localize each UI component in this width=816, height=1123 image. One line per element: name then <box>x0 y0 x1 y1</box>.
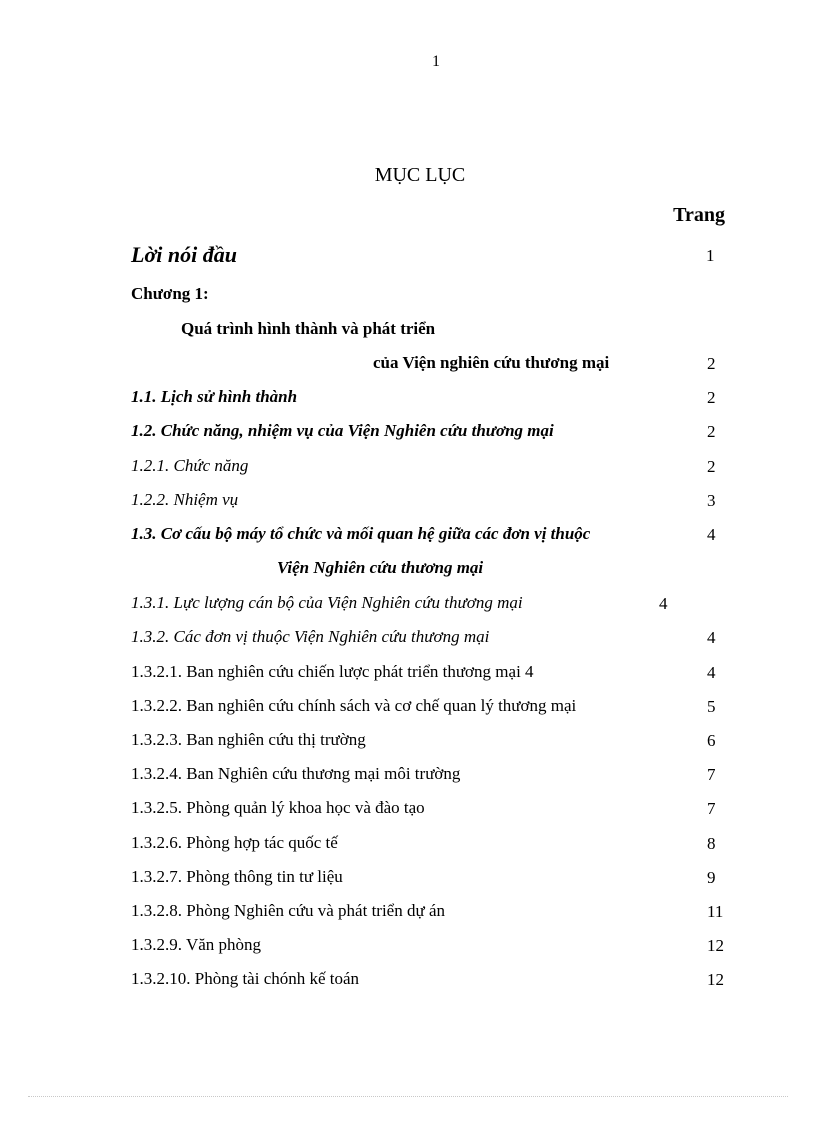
toc-page-1-3-2-10: 12 <box>707 970 724 989</box>
toc-entry-chapter-1: Chương 1: <box>131 284 209 303</box>
toc-entry-1-2-2: 1.2.2. Nhiệm vụ <box>131 490 239 509</box>
toc-page-1-2: 2 <box>707 422 716 441</box>
toc-page-chapter-1: 2 <box>707 354 716 373</box>
toc-page-1-3-2-1: 4 <box>707 663 716 682</box>
page-number: 1 <box>432 53 440 70</box>
toc-entry-1-3-2-3: 1.3.2.3. Ban nghiên cứu thị trường <box>131 730 366 749</box>
toc-entry-1-3-2-2: 1.3.2.2. Ban nghiên cứu chính sách và cơ chế quan lý thương mại <box>131 696 577 715</box>
toc-page-1-3-2-8: 11 <box>707 902 724 921</box>
toc-page-1-3-2-2: 5 <box>707 697 716 716</box>
toc-entry-1-2: 1.2. Chức năng, nhiệm vụ của Viện Nghiên cứu thương mại <box>131 421 554 440</box>
toc-entry-1-3-1: 1.3.1. Lực lượng cán bộ của Viện Nghiên cứu thương mại <box>131 593 523 612</box>
toc-page-1-2-2: 3 <box>707 491 716 510</box>
toc-entry-1-3-2-10: 1.3.2.10. Phòng tài chónh kế toán <box>131 969 360 988</box>
toc-page-1-3-2-7: 9 <box>707 868 716 887</box>
toc-page-1-3-2-3: 6 <box>707 731 716 750</box>
toc-entry-1-3-2-1: 1.3.2.1. Ban nghiên cứu chiến lược phát triển thương mại 4 <box>131 662 534 681</box>
page-column-header: Trang <box>673 204 725 226</box>
toc-entry-chapter-1-title-line1: Quá trình hình thành và phát triển <box>181 319 436 338</box>
toc-page-1-3-2-9: 12 <box>707 936 724 955</box>
toc-entry-1-3-2-6: 1.3.2.6. Phòng hợp tác quốc tế <box>131 833 338 852</box>
toc-entry-1-3-2: 1.3.2. Các đơn vị thuộc Viện Nghiên cứu thương mại <box>131 627 490 646</box>
toc-entry-1-3: 1.3. Cơ cấu bộ máy tổ chức và mối quan hệ giữa các đơn vị thuộc <box>131 524 591 543</box>
toc-entry-1-3-2-9: 1.3.2.9. Văn phòng <box>131 935 262 954</box>
toc-page-1-3-2-6: 8 <box>707 834 716 853</box>
toc-page-preface: 1 <box>706 246 715 265</box>
toc-page-1-3-2-4: 7 <box>707 765 716 784</box>
toc-page-1-3-1: 4 <box>659 594 668 613</box>
toc-entry-1-1: 1.1. Lịch sử hình thành <box>131 387 298 406</box>
toc-page-1-3: 4 <box>707 525 716 544</box>
toc-entry-1-3-2-8: 1.3.2.8. Phòng Nghiên cứu và phát triển dự án <box>131 901 445 920</box>
page-bottom-divider <box>28 1096 788 1097</box>
toc-page-1-1: 2 <box>707 388 716 407</box>
toc-entry-1-3-2-4: 1.3.2.4. Ban Nghiên cứu thương mại môi trường <box>131 764 461 783</box>
toc-entry-chapter-1-title-line2: của Viện nghiên cứu thương mại <box>373 353 610 372</box>
toc-page-1-3-2: 4 <box>707 628 716 647</box>
toc-entry-preface: Lời nói đầu <box>131 242 237 267</box>
toc-page-1-2-1: 2 <box>707 457 716 476</box>
toc-entry-1-3-2-5: 1.3.2.5. Phòng quản lý khoa học và đào tạo <box>131 798 425 817</box>
toc-entry-1-3-continued: Viện Nghiên cứu thương mại <box>277 558 484 577</box>
toc-entry-1-3-2-7: 1.3.2.7. Phòng thông tin tư liệu <box>131 867 343 886</box>
toc-entry-1-2-1: 1.2.1. Chức năng <box>131 456 249 475</box>
page-title: MỤC LỤC <box>374 164 466 186</box>
toc-page-1-3-2-5: 7 <box>707 799 716 818</box>
